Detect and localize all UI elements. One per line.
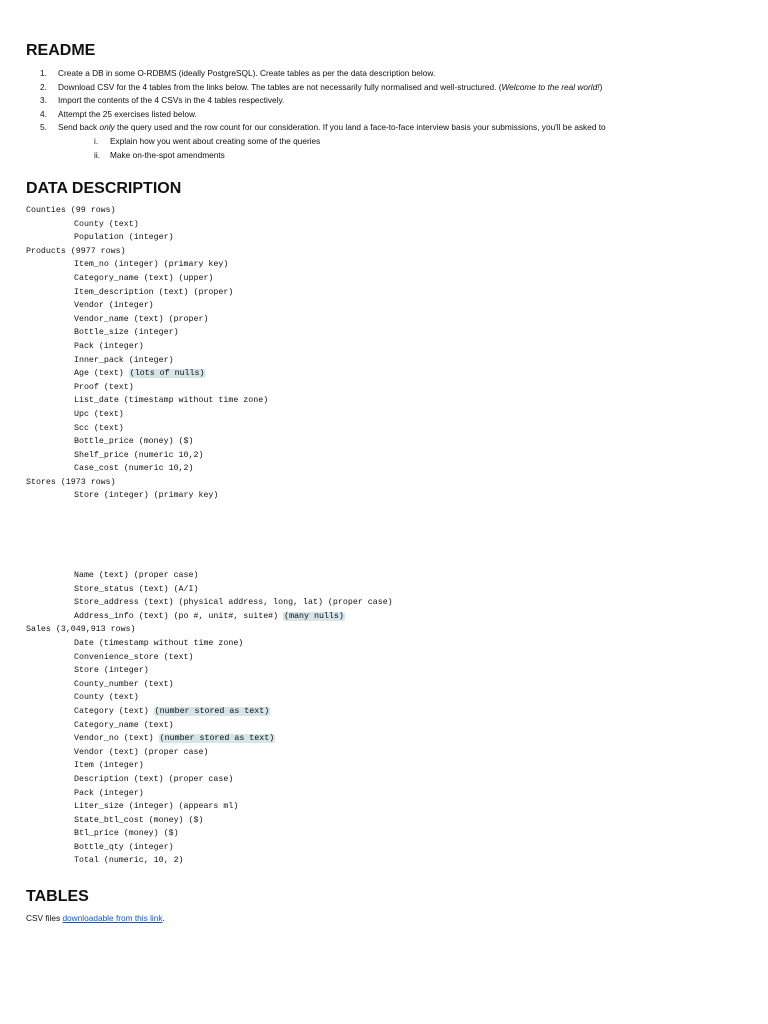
schema-column-line: Vendor_name (text) (proper) [74,314,209,324]
schema-note-highlight: (lots of nulls) [129,369,205,379]
schema-table-line: Counties (99 rows) [26,206,116,215]
readme-item-4: 4. Attempt the 25 exercises listed below. [40,108,197,119]
readme-item-2: 2. Download CSV for the 4 tables from the links below. The tables are not necessarily fully normalised and well-structured. (Welcome to the real world!) [40,81,603,92]
schema-table-line: Products (9977 rows) [26,246,126,256]
schema-column-line: Item_no (integer) (primary key) [74,260,229,270]
schema-column-line: Pack (integer) [74,341,144,351]
schema-column-line: Date (timestamp without time zone) [74,638,244,648]
schema-column-line: Category_name (text) [74,720,174,730]
schema-block-2 [26,569,393,868]
schema-column-line: Inner_pack (integer) [74,355,174,365]
schema-column-line: Total (numeric, 10, 2) [74,856,184,866]
schema-column-line: Btl_price (money) ($) [74,829,179,839]
schema-column-line: Upc (text) [74,409,124,419]
readme-heading: README [26,42,96,59]
schema-column-line: List_date (timestamp without time zone) [74,396,269,406]
schema-note-highlight: (many nulls) [284,611,344,621]
readme-item-1: 1. Create a DB in some O-RDBMS (ideally PostgreSQL). Create tables as per the data description below. [40,68,436,78]
schema-column-line: Case_cost (numeric 10,2) [74,464,194,474]
schema-column-line: Item (integer) [74,761,144,771]
schema-column-line: Vendor (integer) [74,301,154,311]
schema-column-line: Description (text) (proper case) [74,774,234,784]
schema-column-line: Age (text) (lots of nulls) [74,369,205,379]
schema-column-line: Vendor_no (text) (number stored as text) [74,734,275,744]
schema-column-line: Liter_size (integer) (appears ml) [74,802,239,812]
schema-column-line: County (text) [74,693,139,703]
schema-column-line: Proof (text) [74,382,134,392]
schema-table-line: Sales (3,049,913 rows) [26,625,136,635]
data-description-heading: DATA DESCRIPTION [26,180,182,197]
schema-note-highlight: (number stored as text) [159,734,275,744]
tables-heading: TABLES [26,888,89,905]
schema-column-line: Scc (text) [74,423,124,433]
schema-column-line: Category_name (text) (upper) [74,273,214,283]
readme-sublist [58,135,761,162]
readme-item-3: 3. Import the contents of the 4 CSVs in the 4 tables respectively. [40,95,285,106]
schema-column-line: Name (text) (proper case) [74,571,199,580]
readme-item-5: 5. Send back only the query used and the row count for our consideration. If you land a face-to-face interview basis your submissions, you'll be asked to i. Explain how you went about creating some of the queries ii. Make on-the-spot amendments [26,121,761,162]
schema-column-line: Address_info (text) (po #, unit#, suite#) (many nulls) [74,611,344,621]
schema-column-line: Pack (integer) [74,788,144,798]
schema-column-line: Bottle_size (integer) [74,328,179,338]
readme-subitem-i: i. Explain how you went about creating some of the queries [94,135,321,146]
schema-column-line: Store_status (text) (A/I) [74,584,199,594]
schema-column-line: Store_address (text) (physical address, long, lat) (proper case) [74,598,393,608]
schema-column-line: County (text) [74,219,139,229]
schema-column-line: Bottle_qty (integer) [74,842,174,852]
schema-column-line: Store (integer) (primary key) [74,491,219,501]
schema-column-line: Population (integer) [74,233,174,243]
schema-column-line: County_number (text) [74,679,174,689]
csv-download-link[interactable]: downloadable from this link [62,913,163,923]
schema-column-line: Bottle_price (money) ($) [74,437,194,447]
schema-table-line: Stores (1973 rows) [26,477,116,487]
schema-column-line: Shelf_price (numeric 10,2) [74,450,204,460]
schema-column-line: Item_description (text) (proper) [74,287,234,297]
readme-subitem-ii: ii. Make on-the-spot amendments [94,149,225,160]
schema-note-highlight: (number stored as text) [154,706,270,716]
schema-column-line: State_btl_cost (money) ($) [74,815,204,825]
schema-column-line: Convenience_store (text) [74,652,194,662]
tables-paragraph: CSV files downloadable from this link. [26,913,165,923]
schema-column-line: Vendor (text) (proper case) [74,747,209,757]
schema-column-line: Category (text) (number stored as text) [74,706,270,716]
schema-block-1 [26,204,268,503]
schema-column-line: Store (integer) [74,666,149,676]
readme-list [26,67,761,162]
